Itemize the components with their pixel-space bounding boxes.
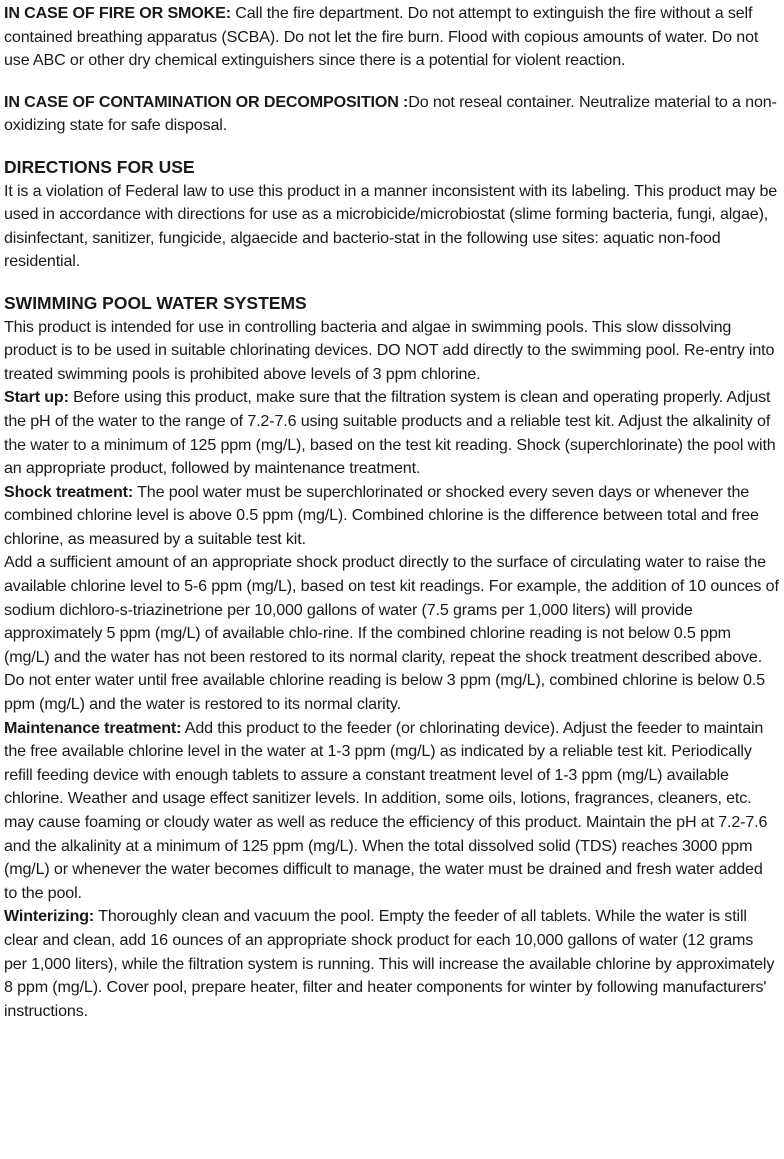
startup-paragraph [4,386,780,480]
startup-lead: Start up: [4,388,69,407]
directions-text: It is a violation of Federal law to use this product in a manner inconsistent with its labeling. This product may be used in accordance with directions for use as a microbicide/microbiostat (slime forming bacteria, fungi, algae), disinfectant, sanitizer, fungicide, algaecide and bacterio-stat in the following use sites: aquatic non-food residential. [4,181,778,271]
fire-lead: IN CASE OF FIRE OR SMOKE: [4,4,231,22]
contamination-text: Do not reseal container. Neutralize material to a non-oxidizing state for safe disposal. [4,92,777,135]
winterizing-text: Thoroughly clean and vacuum the pool. Empty the feeder of all tablets. While the water is still clear and clean, add 16 ounces of an appropriate shock product for each 10,000 gallons of water (12 grams per 1,000 liters), while the filtration system is running. This will increase the available chlorine by approximately 8 ppm (mg/L). Cover pool, prepare heater, filter and heater components for winter by following manufacturers' instructions. [4,907,775,1020]
shock-lead: Shock treatment: [4,482,134,501]
shock-paragraph [4,481,780,552]
fire-paragraph [4,2,780,73]
winterizing-lead: Winterizing: [4,907,95,926]
startup-text: Before using this product, make sure that the filtration system is clean and operating properly. Adjust the pH of the water to the range of 7.2-7.6 using suitable products and a reliable test kit. Adjust the alkalinity of the water to a minimum of 125 ppm (mg/L), based on the test kit reading. Shock (superchlorinate) the pool with an appropriate product, followed by maintenance treatment. [4,388,776,478]
contamination-lead: IN CASE OF CONTAMINATION OR DECOMPOSITION : [4,92,409,111]
maintenance-paragraph [4,717,780,906]
maintenance-lead: Maintenance treatment: [4,718,182,737]
fire-text: Call the fire department. Do not attempt to extinguish the fire without a self contained breathing apparatus (SCBA). Do not let the fire burn. Flood with copious amounts of water. Do not use ABC or other dry chemical extinguishers since there is a potential for violent reaction. [4,4,759,70]
shock-paragraph-2: Add a sufficient amount of an appropriate shock product directly to the surface of circulating water to raise the available chlorine level to 5-6 ppm (mg/L), based on test kit readings. For example, the addition of 10 ounces of sodium dichloro-s-triazinetrione per 10,000 gallons of water (7.5 grams per 1,000 liters) will provide approximately 5 ppm (mg/L) of available chlo-rine. If the combined chlorine reading is not below 0.5 ppm (mg/L) and the water has not been restored to its normal clarity, repeat the shock treatment described above. Do not enter water until free available chlorine reading is below 3 ppm (mg/L), combined chlorine is below 0.5 ppm (mg/L) and the water is restored to its normal clarity. [4,553,779,714]
pool-intro: This product is intended for use in controlling bacteria and algae in swimming pools. This slow dissolving product is to be used in suitable chlorinating devices. DO NOT add directly to the swimming pool. Re-entry into treated swimming pools is prohibited above levels of 3 ppm chlorine. [4,317,775,383]
shock-text: The pool water must be superchlorinated or shocked every seven days or whenever the combined chlorine level is above 0.5 ppm (mg/L). Combined chlorine is the difference between total and free chlorine, as measured by a suitable test kit. [4,482,759,548]
winterizing-paragraph [4,905,780,1023]
maintenance-text: Add this product to the feeder (or chlorinating device). Adjust the feeder to maintain the free available chlorine level in the water at 1-3 ppm (mg/L) as indicated by a reliable test kit. Periodically refill feeding device with enough tablets to assure a constant treatment level of 1-3 ppm (mg/L) available chlorine. Weather and usage effect sanitizer levels. In addition, some oils, lotions, fragrances, cleaners, etc. may cause foaming or cloudy water as well as reduce the efficiency of this product. Maintain the pH at 7.2-7.6 and the alkalinity at a minimum of 125 ppm (mg/L). When the total dissolved solid (TDS) reaches 3000 ppm (mg/L) or whenever the water becomes difficult to manage, the water must be drained and fresh water added to the pool. [4,718,768,902]
pool-heading: SWIMMING POOL WATER SYSTEMS [4,292,307,313]
contamination-paragraph [4,91,780,138]
directions-heading: DIRECTIONS FOR USE [4,156,195,177]
